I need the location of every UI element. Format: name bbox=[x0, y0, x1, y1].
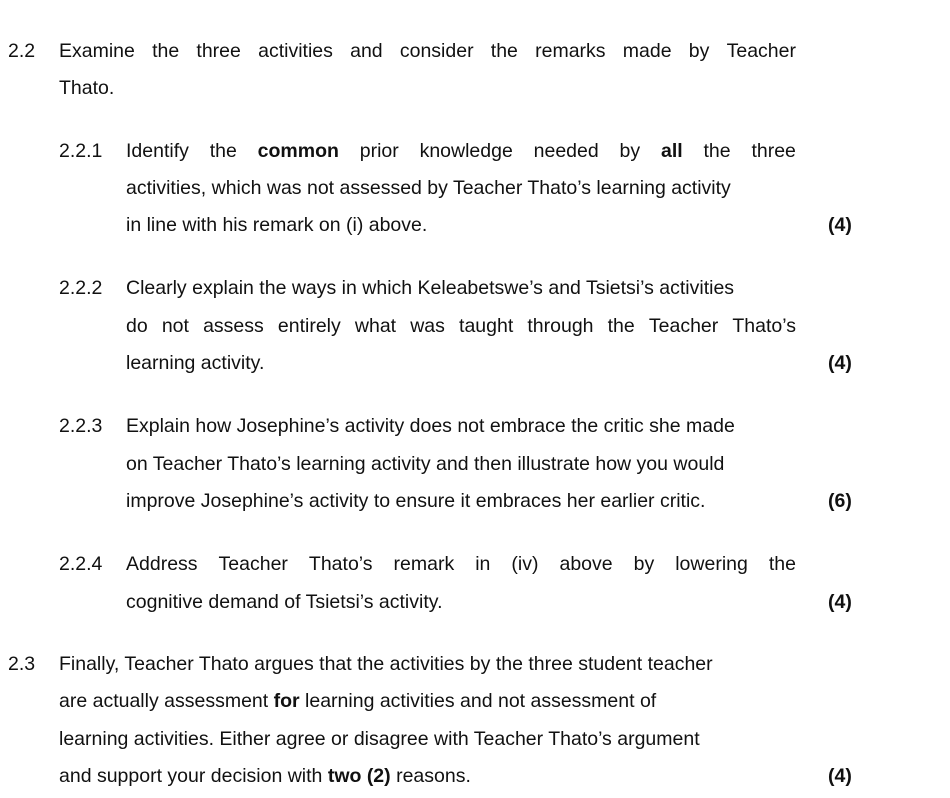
question-text-line: improve Josephine’s activity to ensure it embraces her earlier critic. bbox=[126, 490, 706, 512]
marks-allocation: (4) bbox=[828, 352, 852, 374]
question-text-line bbox=[59, 40, 796, 63]
question-number: 2.2.4 bbox=[59, 553, 103, 575]
word: Address bbox=[126, 553, 198, 575]
emphasis-word: for bbox=[273, 690, 300, 712]
word: consider bbox=[399, 40, 474, 62]
marks-allocation: (4) bbox=[828, 214, 852, 236]
word: knowledge bbox=[419, 140, 513, 162]
question-text-line: learning activities. Either agree or disagree with Teacher Thato’s argument bbox=[59, 728, 700, 750]
text-run: and support your decision with bbox=[59, 765, 328, 787]
word: by bbox=[633, 553, 655, 575]
word: remarks bbox=[535, 40, 606, 62]
question-text-line: activities, which was not assessed by Teacher Thato’s learning activity bbox=[126, 177, 731, 199]
word: Teacher bbox=[648, 315, 719, 337]
word: three bbox=[751, 140, 796, 162]
word: what bbox=[354, 315, 397, 337]
word: Teacher bbox=[218, 553, 288, 575]
question-text-line: Explain how Josephine’s activity does not embrace the critic she made bbox=[126, 415, 735, 437]
word: the bbox=[152, 40, 180, 62]
word: needed bbox=[533, 140, 599, 162]
question-number: 2.2.1 bbox=[59, 140, 103, 162]
question-text-line: learning activity. bbox=[126, 352, 265, 374]
word: taught bbox=[459, 315, 514, 337]
word: was bbox=[410, 315, 445, 337]
word: do bbox=[126, 315, 148, 337]
word: (iv) bbox=[511, 553, 539, 575]
word: and bbox=[350, 40, 383, 62]
marks-allocation: (4) bbox=[828, 765, 852, 787]
question-text-line: on Teacher Thato’s learning activity and then illustrate how you would bbox=[126, 453, 725, 475]
question-text-line bbox=[126, 553, 796, 576]
question-text-line bbox=[126, 140, 796, 163]
text-run: are actually assessment bbox=[59, 690, 274, 712]
word: prior bbox=[359, 140, 399, 162]
word: the bbox=[209, 140, 237, 162]
word: Identify bbox=[126, 140, 189, 162]
question-number: 2.3 bbox=[8, 653, 36, 675]
word: the bbox=[768, 553, 796, 575]
word: made bbox=[622, 40, 672, 62]
word: lowering bbox=[675, 553, 748, 575]
question-text-line: Finally, Teacher Thato argues that the activities by the three student teacher bbox=[59, 653, 713, 675]
question-text-line bbox=[59, 765, 471, 788]
question-text-line: in line with his remark on (i) above. bbox=[126, 214, 428, 236]
question-text-line: cognitive demand of Tsietsi’s activity. bbox=[126, 591, 443, 613]
emphasis-word: common bbox=[257, 140, 339, 162]
word: not bbox=[161, 315, 189, 337]
emphasis-word: all bbox=[660, 140, 683, 162]
word: through bbox=[527, 315, 594, 337]
word: by bbox=[688, 40, 710, 62]
word: the bbox=[703, 140, 731, 162]
word: remark bbox=[393, 553, 455, 575]
word: the bbox=[490, 40, 518, 62]
word: activities bbox=[258, 40, 333, 62]
question-text-line: Clearly explain the ways in which Keleabetswe’s and Tsietsi’s activities bbox=[126, 277, 735, 299]
question-number: 2.2.3 bbox=[59, 415, 103, 437]
question-number: 2.2.2 bbox=[59, 277, 103, 299]
word: entirely bbox=[277, 315, 341, 337]
word: by bbox=[619, 140, 641, 162]
question-text-line bbox=[126, 315, 796, 338]
word: Teacher bbox=[726, 40, 796, 62]
word: Thato’s bbox=[732, 315, 796, 337]
word: the bbox=[607, 315, 635, 337]
emphasis-word: two (2) bbox=[327, 765, 391, 787]
text-run: reasons. bbox=[390, 765, 471, 787]
word: assess bbox=[203, 315, 264, 337]
question-text-line: Thato. bbox=[59, 77, 115, 99]
word: above bbox=[559, 553, 613, 575]
word: Examine bbox=[59, 40, 135, 62]
marks-allocation: (6) bbox=[828, 490, 852, 512]
text-run: learning activities and not assessment of bbox=[299, 690, 657, 712]
marks-allocation: (4) bbox=[828, 591, 852, 613]
question-text-line bbox=[59, 690, 656, 713]
word: three bbox=[196, 40, 241, 62]
word: in bbox=[475, 553, 491, 575]
question-number: 2.2 bbox=[8, 40, 36, 62]
word: Thato’s bbox=[308, 553, 373, 575]
